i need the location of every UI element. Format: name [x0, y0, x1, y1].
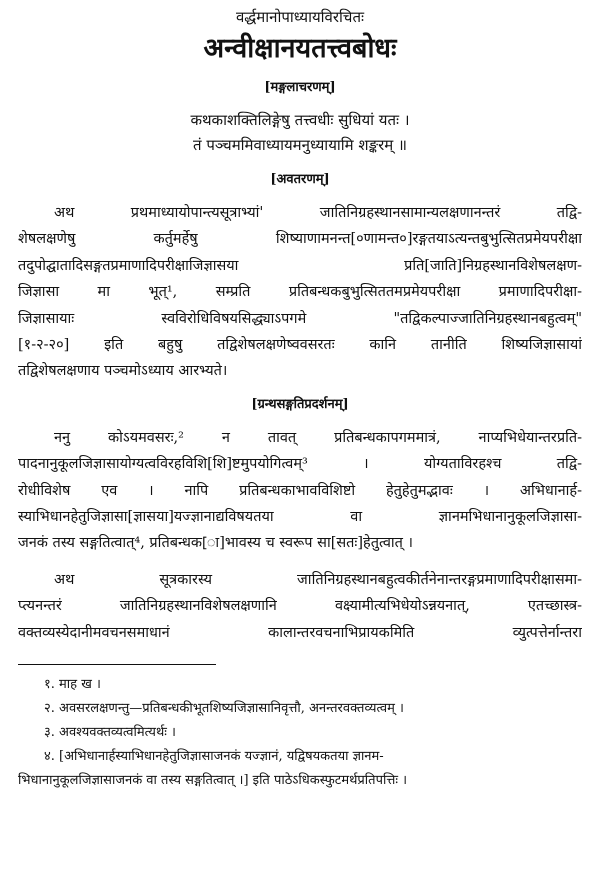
- footnote: ३. अवश्यवक्तव्यत्वमित्यर्थः ।: [44, 725, 176, 741]
- footnote: १. माह ख ।: [44, 677, 101, 693]
- verse-line: कथकाशक्तिलिङ्गेषु तत्त्वधीः सुधियां यतः ।: [190, 111, 410, 129]
- text-line: जिज्ञासा मा भूत्¹, सम्प्रति प्रतिबन्धकबुभुत्सिततमप्रमेयपरीक्षा प्रमाणादिपरीक्षा-: [18, 284, 582, 301]
- text-line: प्त्यनन्तरं जातिनिग्रहस्थानविशेषलक्षणानि वक्ष्यामीत्यभिधेयोऽन्नयनात्, एतच्छास्त्र-: [18, 598, 582, 615]
- section-heading-avataranam: [अवतरणम्]: [270, 172, 330, 187]
- paragraph-avataranam: [18, 200, 582, 385]
- text-line: वक्तव्यस्येदानीमवचनसमाधानं कालान्तरवचनाभिप्रायकमिति व्युत्पत्तेर्नान्तरा: [18, 624, 582, 641]
- author-line: वर्द्धमानोपाध्यायविरचितः: [235, 8, 365, 26]
- paragraph-granthasangati: [18, 425, 582, 557]
- text-line: जनकं तस्य सङ्गतित्वात्⁴, प्रतिबन्धक[ा]भावस्य च स्वरूप सा[सतः]हेतुत्वात् ।: [18, 535, 414, 552]
- text-line: रोधीविशेष एव । नापि प्रतिबन्धकाभावविशिष्टो हेतुहेतुमद्भावः । अभिधानार्ह-: [18, 482, 582, 499]
- paragraph-sutrakara: [18, 567, 582, 646]
- footnote-divider: [18, 664, 216, 665]
- text-line: पादनानुकूलजिज्ञासायोग्यत्वविरहविशि[शि]ष्टमुपयोगित्वम्³ । योग्यताविरहश्च तद्वि-: [18, 456, 582, 473]
- book-title: अन्वीक्षानयतत्त्वबोधः: [203, 33, 397, 64]
- text-line: अथ सूत्रकारस्य जातिनिग्रहस्थानबहुत्वकीर्तनेनान्तरङ्गप्रमाणादिपरीक्षासमा-: [54, 571, 582, 588]
- verse-line: तं पञ्चममिवाध्यायमनुध्यायामि शङ्करम् ॥: [193, 136, 407, 154]
- text-line: शेषलक्षणेषु कर्तुमर्हेषु शिष्याणामनन्त[०णामन्त०]रङ्गतयाऽत्यन्तबुभुत्सितप्रमेयपरीक्षा: [18, 231, 582, 248]
- footnote-continuation: भिधानानुकूलजिज्ञासाजनकं वा तस्य सङ्गतित्वात् ।] इति पाठेऽधिकस्फुटमर्थप्रतिपत्तिः ।: [18, 773, 408, 789]
- footnote: ४. [अभिधानार्हस्याभिधानहेतुजिज्ञासाजनकं यज्ज्ञानं, यद्विषयकतया ज्ञानम-: [44, 749, 384, 765]
- text-line: स्याभिधानहेतुजिज्ञासा[ज्ञासया]यज्ज्ञानाद्यविषयतया वा ज्ञानमभिधानानुकूलजिज्ञासा-: [18, 509, 582, 526]
- text-line: तद्विशेषलक्षणाय पञ्चमोऽध्याय आरभ्यते।: [18, 363, 228, 380]
- section-heading-granthasangati: [ग्रन्थसङ्गतिप्रदर्शनम्]: [251, 396, 349, 412]
- text-line: ननु कोऽयमवसरः,² न तावत् प्रतिबन्धकापगममात्रं, नाप्यभिधेयान्तरप्रति-: [54, 429, 582, 446]
- footnotes: [18, 673, 582, 793]
- footnote: २. अवसरलक्षणन्तु—प्रतिबन्धकीभूतशिष्यजिज्ञासानिवृत्तौ, अनन्तरवक्तव्यत्वम् ।: [44, 701, 404, 717]
- text-line: [१-२-२०] इति बहुषु तद्विशेषलक्षणेष्ववसरतः कानि तानीति शिष्यजिज्ञासायां: [18, 337, 582, 354]
- section-heading-mangalacharana: [मङ्गलाचरणम्]: [264, 80, 336, 95]
- invocation-verse: [18, 108, 582, 158]
- text-line: अथ प्रथमाध्यायोपान्त्यसूत्राभ्यां' जातिनिग्रहस्थानसामान्यलक्षणानन्तरं तद्वि-: [54, 205, 582, 221]
- text-line: जिज्ञासायाः स्वविरोधिविषयसिद्ध्याऽपगमे "तद्विकल्पाज्जातिनिग्रहस्थानबहुत्वम्": [18, 310, 582, 327]
- text-line: तदुपोद्घातादिसङ्गतप्रमाणादिपरीक्षाजिज्ञासया प्रति[जाति]निग्रहस्थानविशेषलक्षण-: [18, 257, 582, 274]
